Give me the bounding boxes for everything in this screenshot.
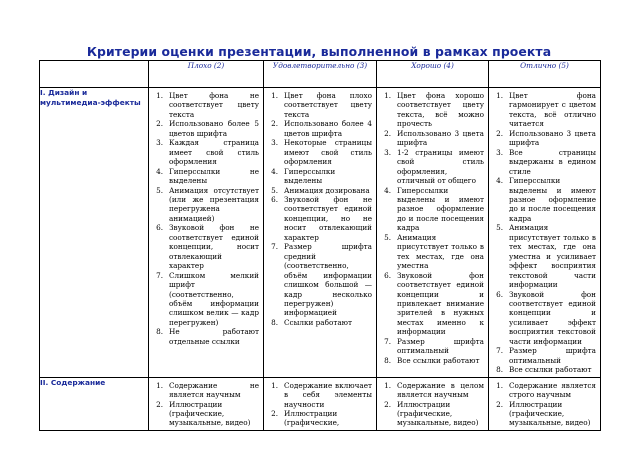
list-item <box>489 91 596 129</box>
list-item-number: 1. <box>156 380 163 390</box>
list-item-text: Иллюстрации (графические, <box>284 408 340 428</box>
list-item-text: Содержание не является научным <box>169 380 259 400</box>
list-item <box>377 129 484 148</box>
list-item-text: Содержание в целом является научным <box>397 380 484 400</box>
list-item <box>489 129 596 148</box>
header-cell-bad: Плохо (2) <box>149 61 264 88</box>
list-item-text: Звуковой фон соответствует единой концепции и усиливает эффект восприятия текстовой части информации <box>509 289 596 346</box>
list-item-text: Все ссылки работают <box>509 365 592 375</box>
criteria-list <box>377 91 484 365</box>
list-item <box>149 119 259 138</box>
list-item-text: Слишком мелкий шрифт (соответственно, объём информации слишком велик — кадр перегружен) <box>169 270 259 327</box>
list-item <box>264 119 372 138</box>
header-cell-corner <box>40 61 149 88</box>
list-item <box>377 337 484 356</box>
list-item-text: Гиперссылки выделены <box>284 166 336 186</box>
list-item <box>489 400 596 428</box>
header-cell-good: Хорошо (4) <box>377 61 489 88</box>
list-item-number: 1. <box>156 91 163 100</box>
list-item-text: Некоторые страницы имеют свой стиль оформления <box>284 138 372 167</box>
list-item-number: 2. <box>271 119 278 129</box>
list-item <box>489 176 596 223</box>
list-item <box>489 148 596 176</box>
list-item-number: 8. <box>271 317 278 327</box>
list-item-number: 1. <box>496 91 503 100</box>
list-item <box>149 167 259 186</box>
list-item-text: Гиперссылки не выделены <box>169 166 259 186</box>
criteria-list <box>377 381 484 428</box>
list-item-text: Использовано 3 цвета шрифта <box>397 128 484 148</box>
list-item-text: Анимация присутствует только в тех местах, где она уместна <box>397 232 484 271</box>
list-item-number: 7. <box>384 336 391 346</box>
criteria-list <box>149 91 259 346</box>
list-item-text: Анимация присутствует только в тех местах, где она уместна и усиливает эффект восприятия текстовой части информации <box>509 223 596 290</box>
list-item-text: Содержание включает в себя элементы научности <box>284 380 372 409</box>
list-item-number: 5. <box>156 185 163 195</box>
list-item-text: Гиперссылки выделены и имеют разное оформление до и после посещения кадра <box>397 185 484 233</box>
list-item <box>149 381 259 400</box>
list-item-text: Цвет фона не соответствует цвету текста <box>169 91 259 119</box>
criteria-list <box>489 91 596 375</box>
list-item-number: 6. <box>156 223 163 233</box>
list-item <box>264 381 372 409</box>
list-item <box>377 381 484 400</box>
list-item <box>489 290 596 347</box>
list-item <box>489 381 596 400</box>
list-item <box>489 365 596 374</box>
list-item-number: 6. <box>384 270 391 280</box>
list-item <box>264 138 372 166</box>
list-item-text: Использовано более 5 цветов шрифта <box>169 119 259 138</box>
list-item-number: 3. <box>384 147 391 157</box>
list-item-number: 1. <box>384 380 391 390</box>
header-row <box>40 61 601 88</box>
list-item-text: Иллюстрации (графические, музыкальные, видео) <box>169 399 251 428</box>
list-item-number: 8. <box>384 355 391 365</box>
list-item-text: Иллюстрации (графические, музыкальные, видео) <box>509 399 591 428</box>
criteria-list <box>264 381 372 428</box>
list-item-text: Цвет фона гармонирует с цветом текста, всё отлично читается <box>509 91 596 129</box>
list-item-text: Ссылки работают <box>284 317 353 327</box>
list-item-number: 2. <box>384 399 391 409</box>
list-item-number: 3. <box>496 147 503 157</box>
list-item-number: 8. <box>496 365 503 375</box>
list-item-text: Размер шрифта оптимальный <box>397 336 484 356</box>
list-item-number: 5. <box>271 185 278 195</box>
list-item-number: 3. <box>156 138 163 148</box>
criteria-cell <box>489 88 601 378</box>
list-item <box>377 233 484 271</box>
list-item-number: 1. <box>384 91 391 100</box>
list-item-text: Анимация дозирована <box>284 185 370 195</box>
list-item-number: 2. <box>156 119 163 129</box>
list-item-number: 1. <box>271 380 278 390</box>
list-item-number: 5. <box>496 223 503 233</box>
list-item <box>377 186 484 233</box>
list-item-number: 7. <box>496 346 503 356</box>
list-item <box>377 356 484 365</box>
list-item-text: Размер шрифта средний (соответственно, объём информации слишком большой — кадр несколько перегружен) информацией <box>284 242 372 318</box>
list-item-text: Звуковой фон не соответствует единой концепции, носит отвлекающий характер <box>169 223 259 271</box>
list-item <box>149 400 259 428</box>
list-item <box>264 409 372 428</box>
list-item-text: Все ссылки работают <box>397 355 480 365</box>
list-item-number: 2. <box>496 128 503 138</box>
list-item-number: 2. <box>384 128 391 138</box>
list-item-number: 6. <box>271 194 278 204</box>
list-item <box>377 148 484 186</box>
list-item-text: Цвет фона плохо соответствует цвету текста <box>284 91 372 119</box>
criteria-cell <box>377 377 489 430</box>
list-item-text: Цвет фона хорошо соответствует цвету текста, всё можно прочесть <box>397 91 484 129</box>
list-item <box>149 138 259 166</box>
criteria-list <box>149 381 259 428</box>
list-item-text: Использовано 3 цвета шрифта <box>509 128 596 148</box>
list-item <box>377 271 484 337</box>
list-item <box>264 195 372 242</box>
list-item <box>377 91 484 129</box>
list-item-number: 4. <box>496 176 503 186</box>
list-item-text: Анимация отсутствует (или же презентация перегружена анимацией) <box>169 185 259 223</box>
list-item <box>264 91 372 119</box>
list-item-text: Звуковой фон соответствует единой концепции и привлекает внимание зрителей в нужных местах именно к информации <box>397 270 484 337</box>
list-item <box>264 318 372 327</box>
criteria-cell <box>264 377 377 430</box>
criteria-list <box>264 91 372 327</box>
criteria-cell <box>377 88 489 378</box>
list-item <box>149 271 259 328</box>
list-item <box>489 223 596 289</box>
list-item-number: 2. <box>156 399 163 409</box>
list-item <box>149 186 259 224</box>
list-item-text: Каждая страница имеет свой стиль оформления <box>169 138 259 167</box>
criteria-cell <box>264 88 377 378</box>
list-item <box>489 346 596 365</box>
list-item-number: 1. <box>271 91 278 100</box>
list-item-text: Размер шрифта оптимальный <box>509 346 596 365</box>
list-item-number: 4. <box>271 166 278 176</box>
table-row <box>40 377 601 430</box>
row-label: I. Дизайн и мультимедиа-эффекты <box>40 88 149 378</box>
criteria-cell <box>149 88 264 378</box>
list-item-number: 1. <box>496 380 503 390</box>
list-item-number: 8. <box>156 327 163 337</box>
list-item-text: Иллюстрации (графические, музыкальные, видео) <box>397 399 479 428</box>
page-title: Критерии оценки презентации, выполненной в рамках проекта <box>86 44 552 59</box>
criteria-table <box>39 60 601 431</box>
criteria-cell <box>149 377 264 430</box>
criteria-list <box>489 381 596 428</box>
list-item-number: 7. <box>156 270 163 280</box>
list-item-number: 5. <box>384 232 391 242</box>
list-item-number: 4. <box>156 166 163 176</box>
list-item-text: Все страницы выдержаны в едином стиле <box>509 147 596 176</box>
list-item-number: 2. <box>496 399 503 409</box>
list-item <box>149 327 259 346</box>
list-item <box>264 167 372 186</box>
list-item-text: Звуковой фон не соответствует единой концепции, но не носит отвлекающий характер <box>284 194 372 242</box>
list-item <box>264 186 372 195</box>
row-label: II. Содержание <box>40 377 149 430</box>
list-item-text: Гиперссылки выделены и имеют разное оформление до и после посещения кадра <box>509 176 596 223</box>
list-item <box>264 242 372 318</box>
list-item <box>149 223 259 270</box>
list-item-number: 4. <box>384 185 391 195</box>
criteria-cell <box>489 377 601 430</box>
list-item-text: Использовано более 4 цветов шрифта <box>284 119 372 138</box>
list-item-number: 6. <box>496 289 503 299</box>
list-item <box>149 91 259 119</box>
list-item-text: 1-2 страницы имеют свой стиль оформления, отличный от общего <box>397 147 484 186</box>
list-item <box>377 400 484 428</box>
table-row <box>40 88 601 378</box>
list-item-text: Не работают отдельные ссылки <box>169 327 259 346</box>
header-cell-excellent: Отлично (5) <box>489 61 601 88</box>
list-item-number: 3. <box>271 138 278 148</box>
list-item-number: 7. <box>271 242 278 252</box>
header-cell-satisfactory: Удовлетворительно (3) <box>264 61 377 88</box>
list-item-number: 2. <box>271 408 278 418</box>
list-item-text: Содержание является строго научным <box>509 380 596 400</box>
